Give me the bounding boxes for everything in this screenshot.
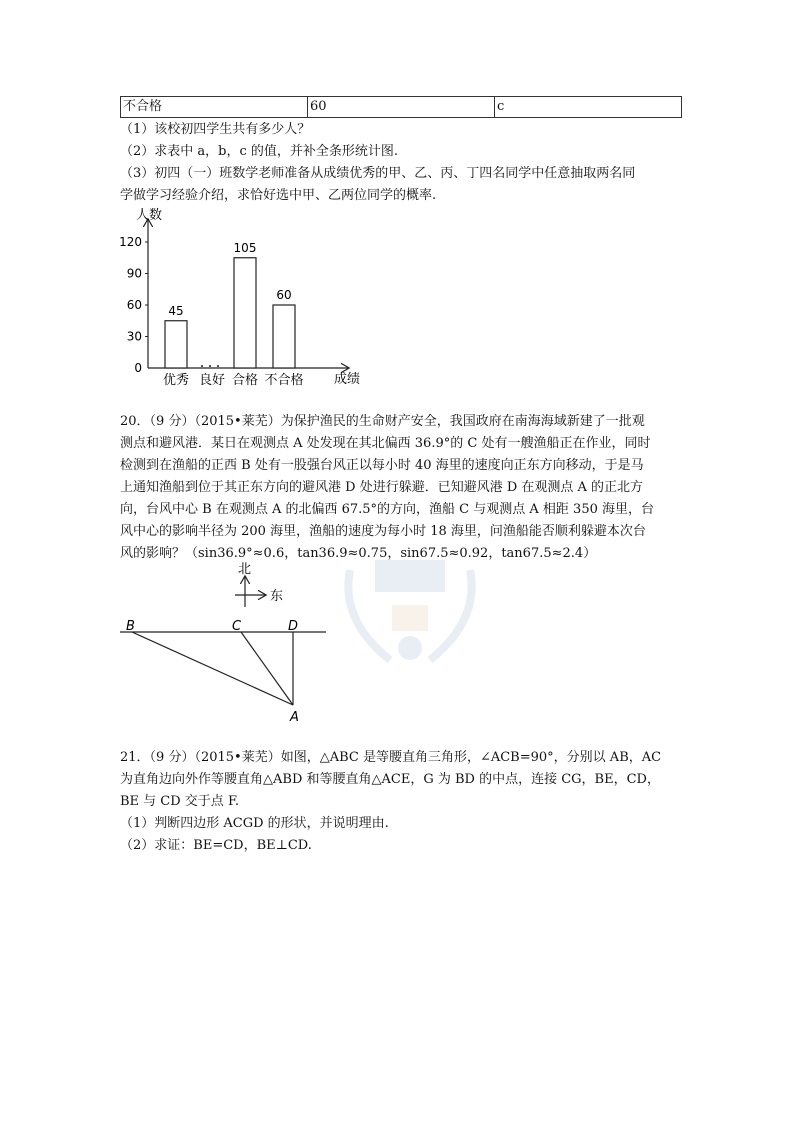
point-a-label: A — [290, 710, 299, 725]
line-ba — [132, 632, 293, 705]
y-tick-label: 30 — [126, 329, 142, 344]
x-tick-label: 不合格 — [264, 373, 304, 388]
north-label: 北 — [238, 562, 252, 577]
bar-2 — [234, 258, 256, 368]
table-cell-percent: c — [495, 97, 682, 118]
q21-line3: BE 与 CD 交于点 F. — [120, 794, 240, 809]
q21-line5: （2）求证：BE=CD，BE⊥CD. — [120, 838, 312, 853]
watermark-logo — [330, 530, 490, 680]
line-ca — [241, 632, 293, 705]
axis-dot — [209, 365, 211, 367]
bar-value-label: 45 — [168, 303, 184, 318]
y-tick-label: 90 — [126, 266, 142, 281]
q21-line4: （1）判断四边形 ACGD 的形状，并说明理由. — [120, 816, 389, 831]
y-tick-label: 0 — [134, 361, 142, 375]
table-row — [121, 97, 682, 118]
table-cell-grade: 不合格 — [121, 97, 308, 118]
x-tick-label: 良好 — [198, 373, 226, 388]
bar-value-label: 105 — [233, 240, 257, 255]
q20-line5: 向，台风中心 B 在观测点 A 的北偏西 67.5°的方向，渔船 C 与观测点 A 相距 350 海里，台 — [120, 502, 654, 517]
y-tick-label: 120 — [119, 235, 142, 249]
axis-dot — [217, 365, 219, 367]
q20-line3: 检测到在渔船的正西 B 处有一股强台风正以每小时 40 海里的速度向正东方向移动，于是马 — [120, 458, 644, 473]
point-d-label: D — [288, 619, 299, 634]
q19-part3-line1: （3）初四（一）班数学老师准备从成绩优秀的甲、乙、丙、丁四名同学中任意抽取两名同 — [120, 166, 636, 181]
q19-part2: （2）求表中 a，b，c 的值，并补全条形统计图. — [120, 144, 399, 159]
q20-figure — [110, 555, 330, 730]
q19-part1: （1）该校初四学生共有多少人？ — [120, 122, 311, 137]
q20-line2: 测点和避风港．某日在观测点 A 处发现在其北偏西 36.9°的 C 处有一艘渔船正在作业，同时 — [120, 436, 651, 451]
y-tick-label: 60 — [126, 298, 142, 312]
q20-line6: 风中心的影响半径为 200 海里，渔船的速度为每小时 18 海里，问渔船能否顺利躲避本次台 — [120, 524, 646, 539]
q21-line2: 为直角边向外作等腰直角△ABD 和等腰直角△ACE，G 为 BD 的中点，连接 CG，BE，CD， — [120, 772, 660, 787]
east-label: 东 — [270, 589, 284, 604]
axis-dot — [201, 365, 203, 367]
q19-part3-line2: 学做学习经验介绍，求恰好选中甲、乙两位同学的概率. — [120, 188, 437, 203]
bar-0 — [165, 321, 187, 368]
q20-line1: 20．（9 分）（2015•莱芜）为保护渔民的生命财产安全，我国政府在南海海域新建了一批观 — [120, 414, 645, 429]
q20-line4: 上通知渔船到位于其正东方向的避风港 D 处进行躲避．已知避风港 D 在观测点 A 的正北方 — [120, 480, 644, 495]
y-axis-label: 人数 — [136, 208, 163, 223]
point-b-label: B — [126, 619, 135, 634]
x-tick-label: 优秀 — [162, 373, 190, 388]
x-axis-label: 成绩 — [334, 372, 361, 387]
bar-value-label: 60 — [276, 288, 292, 302]
bar-chart — [110, 205, 380, 390]
point-c-label: C — [232, 619, 242, 634]
q20-line7: 风的影响？（sin36.9°≈0.6，tan36.9≈0.75，sin67.5≈0.92，tan67.5≈2.4） — [120, 546, 597, 561]
grade-table — [120, 96, 682, 118]
q21-line1: 21．（9 分）（2015•莱芜）如图，△ABC 是等腰直角三角形，∠ACB=90°，分别以 AB，AC — [120, 750, 662, 765]
x-tick-label: 合格 — [231, 373, 259, 388]
bar-3 — [273, 305, 295, 368]
table-cell-count: 60 — [308, 97, 495, 118]
